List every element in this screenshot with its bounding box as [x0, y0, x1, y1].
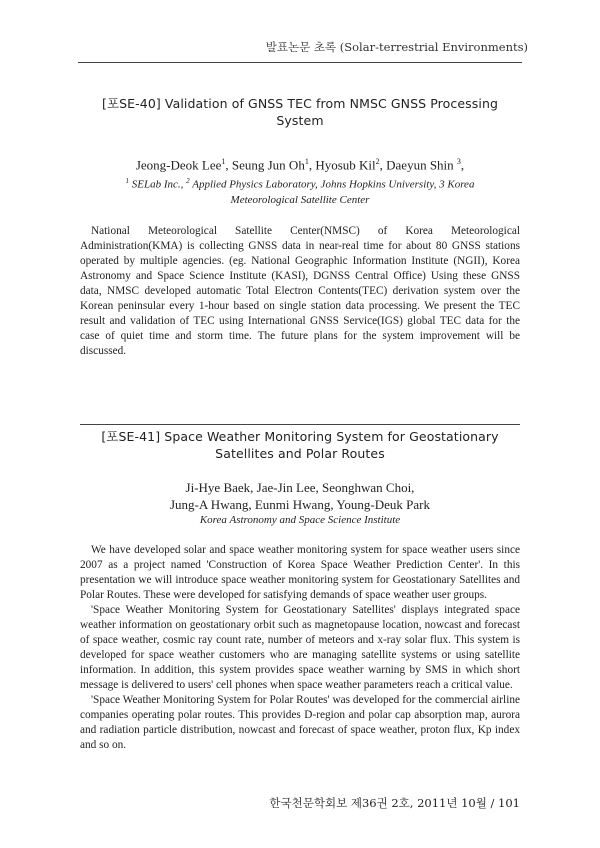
affil-mark: 1 — [125, 177, 130, 186]
running-header: 발표논문 초록 (Solar-terrestrial Environments) — [265, 40, 528, 54]
affiliation — [80, 174, 520, 208]
title-line: [포SE-40] Validation of GNSS TEC from NMSC GNSS Processing — [101, 96, 499, 111]
abstract-paragraph: National Meteorological Satellite Center(NMSC) of Korea Meteorological Administration(KMA) is collecting GNSS data in near-real time for about 80 GNSS stations operated by multiple agencies. (eg. National Geographic Information Institute (NGII), Korea Astronomy and Space Science Institute (KASI), DGNSS Central Office) Using these GNSS data, NMSC developed automatic Total Electron Contents(TEC) derivation system over the Korean peninsular every 1-hour based on single station data processing. We present the TEC result and validation of TEC using International GNSS Service(IGS) global TEC data for the case of quiet time and storm time. The future plans for the system improvement will be discussed. — [80, 224, 520, 357]
abstract-title — [80, 428, 520, 462]
title-line: Satellites and Polar Routes — [215, 446, 385, 461]
abstract-paragraph: 'Space Weather Monitoring System for Geostationary Satellites' displays integrated space weather information on geostationary orbit such as magnetopause location, nowcast and forecast of space weather, cosmic ray count rate, number of meteors and x-ray solar flux. This system is developed for space weather customers who are managing satellite systems or using satellite information. In addition, this system provides space weather warning by SMS in which short message is delivered to users' cell phones when space weather parameters reach a critical value. — [80, 604, 520, 691]
author-affil-mark: 1 — [221, 157, 226, 166]
author-name: Hyosub Kil — [315, 157, 376, 173]
author-affil-mark: 1 — [304, 157, 309, 166]
author-line: Jung-A Hwang, Eunmi Hwang, Young-Deuk Park — [170, 497, 430, 512]
abstract-se40 — [80, 95, 520, 359]
title-line: System — [276, 113, 324, 128]
abstract-title — [80, 95, 520, 129]
affiliation-text: Korea Astronomy and Space Science Institute — [199, 514, 401, 526]
page-footer: 한국천문학회보 제36권 2호, 2011년 10월 / 101 — [269, 796, 520, 810]
abstract-body — [80, 543, 520, 753]
author-name: Seung Jun Oh — [231, 157, 305, 173]
affiliation-text: Meteorological Satellite Center — [230, 193, 370, 206]
author-name: Daeyun Shin — [386, 157, 454, 173]
author-affil-mark: 2 — [375, 157, 380, 166]
affiliation-text: Applied Physics Laboratory, Johns Hopkins University, 3 Korea — [192, 178, 475, 191]
abstract-paragraph: We have developed solar and space weather monitoring system for space weather users since 2007 as a project named 'Construction of Korea Space Weather Prediction Center'. In this presentation we will introduce space weather monitoring system for Geostationary Satellites and Polar Routes. These were developed for satisfying demands of space weather user groups. — [80, 544, 520, 601]
author-name: Jeong-Deok Lee — [135, 157, 222, 173]
abstract-body — [80, 224, 520, 359]
abstract-paragraph: 'Space Weather Monitoring System for Polar Routes' was developed for the commercial airline companies operating polar routes. This provides D-region and polar cap absorption map, aurora and radiation particle distribution, nowcast and forecast of space weather, proton flux, Kp index and so on. — [80, 694, 520, 751]
title-line: [포SE-41] Space Weather Monitoring System for Geostationary — [101, 429, 499, 444]
author-list: Jeong-Deok Lee$^1$, Seung Jun Oh$^1$, Hyosub Kil$^2$, Daeyun Shin $^3$, — [135, 157, 465, 173]
abstract-se41 — [80, 428, 520, 753]
section-divider — [80, 424, 520, 425]
author-list — [80, 479, 520, 513]
author-line: Ji-Hye Baek, Jae-Jin Lee, Seonghwan Choi, — [185, 480, 415, 495]
header-rule — [78, 62, 522, 63]
affiliation — [80, 513, 520, 528]
author-affil-mark: 3 — [456, 157, 461, 166]
affil-mark: 2 — [186, 177, 190, 186]
affiliation-text: SELab Inc., — [131, 178, 184, 191]
